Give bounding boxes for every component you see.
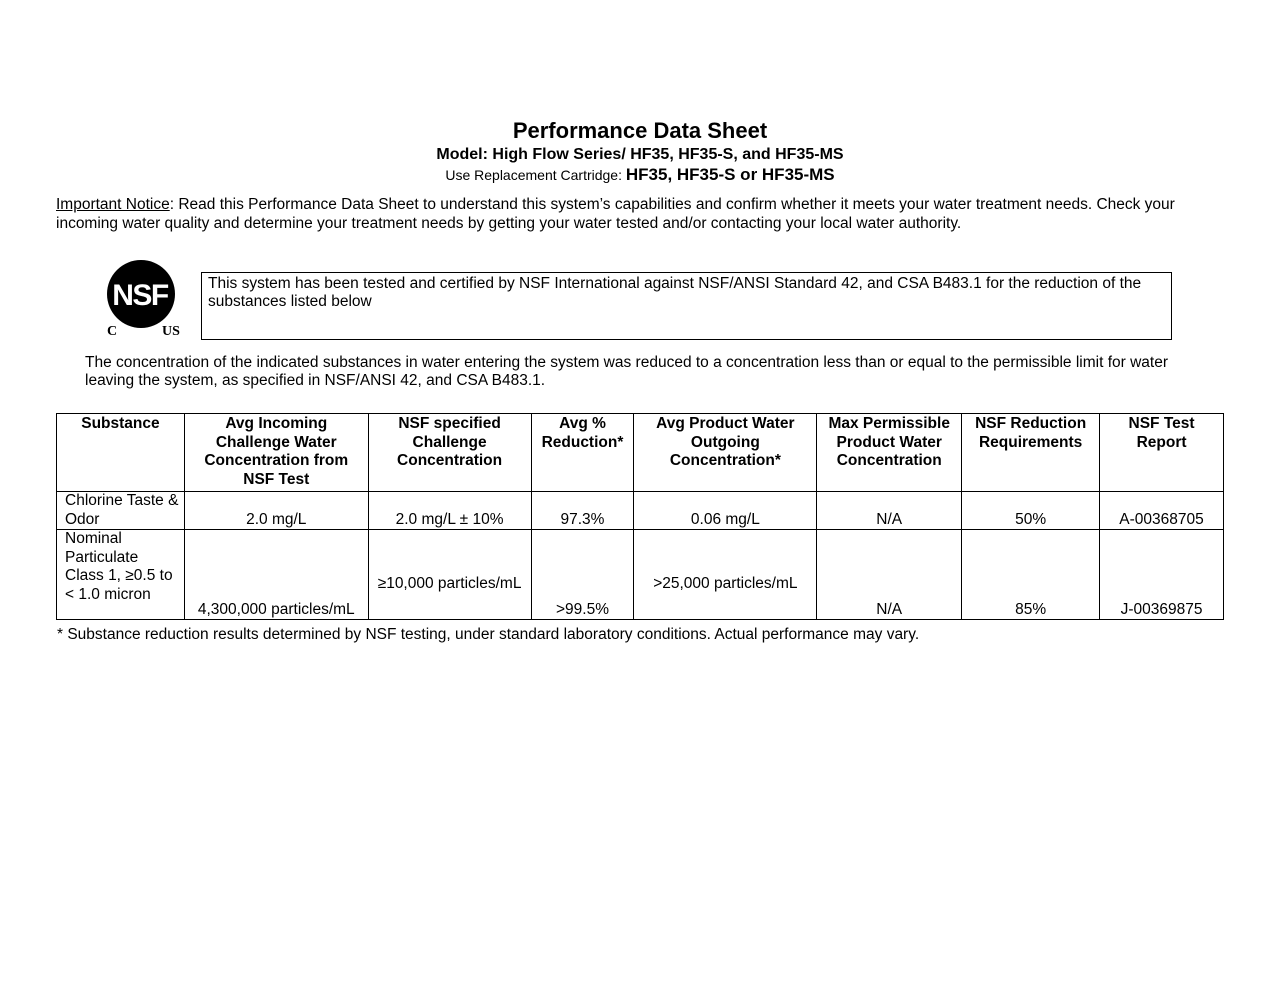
table-row (57, 530, 1224, 620)
cell-test-report: J-00369875 (1100, 530, 1224, 620)
page-title: Performance Data Sheet (512, 118, 768, 143)
notice-text: : Read this Performance Data Sheet to understand this system’s capabilities and confirm whether it meets your water treatment needs. Check your incoming water quality and determine your treatment needs by getting your water tested and/or contacting your local water authority. (56, 196, 1175, 232)
cartridge-line (0, 165, 1280, 185)
cell-substance: Nominal Particulate Class 1, ≥0.5 to < 1.0 micron (57, 530, 185, 620)
header-max-permissible: Max Permissible Product Water Concentration (817, 414, 962, 492)
cell-avg-incoming: 4,300,000 particles/mL (184, 530, 368, 620)
header-reduction-requirements: NSF Reduction Requirements (962, 414, 1100, 492)
certification-box: This system has been tested and certified by NSF International against NSF/ANSI Standard 42, and CSA B483.1 for the reduction of the substances listed below (201, 272, 1172, 340)
cell-max-permissible: N/A (817, 530, 962, 620)
nsf-logo-us-mark: US (162, 324, 180, 338)
model-line: Model: High Flow Series/ HF35, HF35-S, and HF35-MS (436, 146, 844, 163)
cell-challenge-concentration: ≥10,000 particles/mL (368, 530, 531, 620)
header-challenge-concentration: NSF specified Challenge Concentration (368, 414, 531, 492)
nsf-logo-text: NSF (112, 279, 168, 312)
header-avg-product-water: Avg Product Water Outgoing Concentration* (634, 414, 817, 492)
header-avg-incoming: Avg Incoming Challenge Water Concentration from NSF Test (184, 414, 368, 492)
cell-max-permissible: N/A (817, 492, 962, 530)
cell-reduction-requirements: 50% (962, 492, 1100, 530)
notice-label: Important Notice (56, 196, 170, 213)
header-substance: Substance (57, 414, 185, 492)
cartridge-label: Use Replacement Cartridge: (445, 167, 626, 183)
cell-substance: Chlorine Taste & Odor (57, 492, 185, 530)
cell-reduction-requirements: 85% (962, 530, 1100, 620)
cell-avg-product-water: >25,000 particles/mL (634, 530, 817, 620)
performance-table (56, 413, 1224, 620)
document-header (0, 118, 1280, 185)
cell-avg-reduction: 97.3% (531, 492, 634, 530)
cell-challenge-concentration: 2.0 mg/L ± 10% (368, 492, 531, 530)
nsf-logo-icon (103, 258, 183, 338)
cell-avg-reduction: >99.5% (531, 530, 634, 620)
table-row (57, 492, 1224, 530)
important-notice (56, 195, 1236, 233)
table-header-row (57, 414, 1224, 492)
cell-test-report: A-00368705 (1100, 492, 1224, 530)
cell-avg-product-water: 0.06 mg/L (634, 492, 817, 530)
cell-avg-incoming: 2.0 mg/L (184, 492, 368, 530)
cartridge-models: HF35, HF35-S or HF35-MS (625, 165, 835, 184)
concentration-note: The concentration of the indicated substances in water entering the system was reduced to a concentration less than or equal to the permissible limit for water leaving the system, as specified in NSF/ANSI 42, and CSA B483.1. (85, 354, 1168, 389)
header-avg-reduction: Avg % Reduction* (531, 414, 634, 492)
footnote: * Substance reduction results determined by NSF testing, under standard laboratory conditions. Actual performance may vary. (57, 626, 920, 643)
header-test-report: NSF Test Report (1100, 414, 1224, 492)
nsf-logo-c-mark: C (106, 324, 118, 338)
